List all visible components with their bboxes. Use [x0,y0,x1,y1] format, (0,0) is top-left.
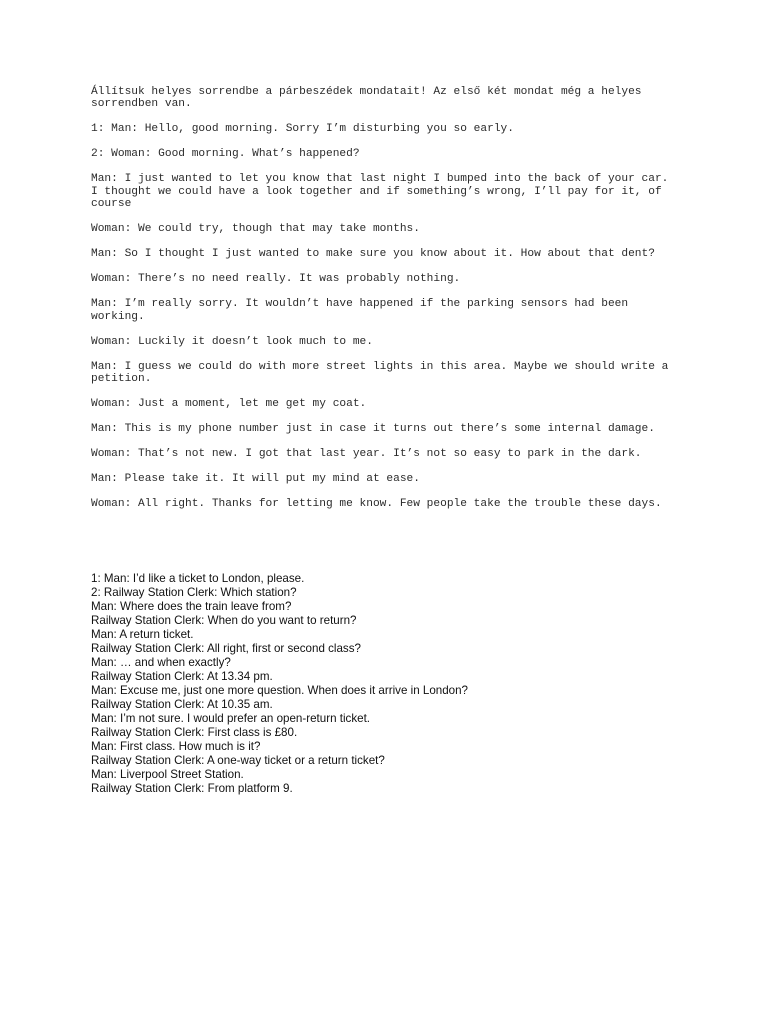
dialogue-line: Man: A return ticket. [91,628,194,641]
dialogue-line: Man: Where does the train leave from? [91,600,292,613]
dialogue-line: Woman: We could try, though that may take months. [91,223,420,236]
dialogue-line: Railway Station Clerk: All right, first or second class? [91,642,361,655]
dialogue-line: 2: Woman: Good morning. What’s happened? [91,148,360,161]
dialogue-line: Man: First class. How much is it? [91,740,261,753]
exercise-instruction: Állítsuk helyes sorrendbe a párbeszédek mondatait! Az első két mondat még a helyes sorrendben van. [91,86,642,111]
dialogue-line: 1: Man: I’d like a ticket to London, please. [91,572,305,585]
dialogue-line: Woman: There’s no need really. It was probably nothing. [91,273,461,286]
dialogue-line: Woman: All right. Thanks for letting me know. Few people take the trouble these days. [91,498,662,511]
dialogue-line: Railway Station Clerk: First class is £80. [91,726,298,739]
dialogue-line: Woman: That’s not new. I got that last year. It’s not so easy to park in the dark. [91,448,642,461]
dialogue-line: Man: … and when exactly? [91,656,231,669]
dialogue-line: Man: Excuse me, just one more question. When does it arrive in London? [91,684,469,697]
dialogue-line: Railway Station Clerk: At 10.35 am. [91,698,273,711]
dialogue-line: Man: I guess we could do with more street lights in this area. Maybe we should write a petition. [91,360,669,386]
dialogue-line: Railway Station Clerk: A one-way ticket or a return ticket? [91,754,385,767]
dialogue-line: Railway Station Clerk: From platform 9. [91,782,293,795]
dialogue-line: Woman: Just a moment, let me get my coat. [91,398,367,411]
dialogue-line: Man: I’m not sure. I would prefer an open-return ticket. [91,712,371,725]
dialogue-line: Man: I’m really sorry. It wouldn’t have happened if the parking sensors had been working. [91,298,629,323]
dialogue-line: 2: Railway Station Clerk: Which station? [91,586,297,599]
dialogue-line: Man: Liverpool Street Station. [91,768,244,781]
dialogue-2-section [91,572,691,796]
dialogue-line: Woman: Luckily it doesn’t look much to me. [91,335,373,348]
dialogue-line: Railway Station Clerk: At 13.34 pm. [91,670,273,683]
dialogue-line: Man: I just wanted to let you know that last night I bumped into the back of your car. I thought we could have a look together and if something’s wrong, I’ll pay for it, of course [91,173,669,211]
dialogue-line: Man: Please take it. It will put my mind at ease. [91,473,420,486]
dialogue-1-section [91,86,681,523]
dialogue-line: Man: This is my phone number just in case it turns out there’s some internal damage. [91,423,655,436]
dialogue-line: Railway Station Clerk: When do you want to return? [91,614,357,627]
dialogue-line: Man: So I thought I just wanted to make sure you know about it. How about that dent? [91,248,655,261]
dialogue-line: 1: Man: Hello, good morning. Sorry I’m disturbing you so early. [91,123,514,136]
